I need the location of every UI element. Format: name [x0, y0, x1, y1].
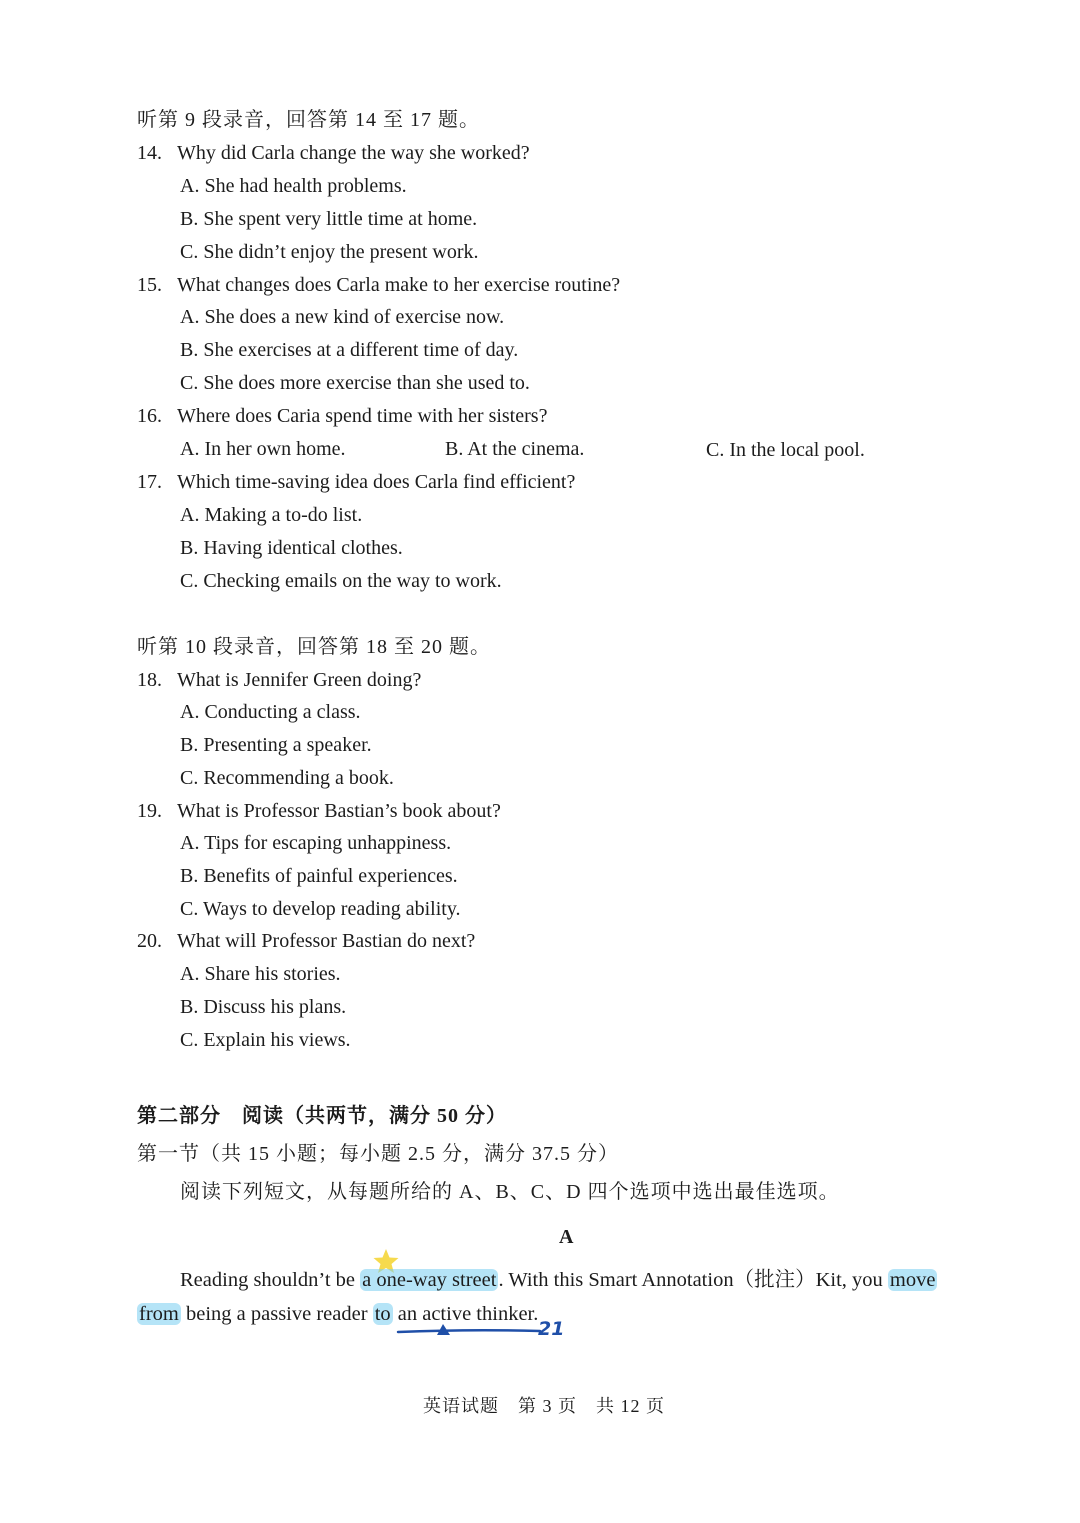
highlight: to: [374, 1303, 391, 1325]
option: B. Having identical clothes.: [180, 537, 403, 559]
question-17: [137, 468, 575, 496]
question-text: What will Professor Bastian do next?: [177, 930, 476, 952]
option: A. She had health problems.: [180, 175, 407, 197]
question-19: [137, 797, 501, 825]
option: A. Conducting a class.: [180, 701, 361, 723]
section-heading-10: 听第 10 段录音，回答第 18 至 20 题。: [137, 636, 491, 658]
passage-text: . With this Smart Annotation（批注）Kit, you: [498, 1269, 888, 1291]
page-footer: 英语试题 第 3 页 共 12 页: [423, 1396, 665, 1416]
option: B. She spent very little time at home.: [180, 208, 478, 230]
option: C. She does more exercise than she used to.: [180, 372, 530, 394]
highlight: move: [889, 1269, 936, 1291]
passage-line-1: [180, 1263, 937, 1297]
question-number: 14.: [137, 142, 162, 164]
option: A. She does a new kind of exercise now.: [180, 306, 505, 328]
question-text: What is Jennifer Green doing?: [177, 669, 422, 691]
question-text: What changes does Carla make to her exercise routine?: [177, 274, 621, 296]
option: A. Making a to-do list.: [180, 504, 363, 526]
passage-text: an active thinker.: [392, 1303, 539, 1325]
question-16: [137, 402, 547, 430]
option: B. Benefits of painful experiences.: [180, 865, 458, 887]
question-number: 20.: [137, 930, 162, 952]
option: B. Presenting a speaker.: [180, 734, 372, 756]
question-text: Where does Caria spend time with her sisters?: [177, 405, 548, 427]
option: C. In the local pool.: [706, 439, 865, 461]
option: C. She didn’t enjoy the present work.: [180, 241, 479, 263]
passage-label: A: [559, 1226, 574, 1248]
question-number: 18.: [137, 669, 162, 691]
section-title: 第一节（共 15 小题；每小题 2.5 分，满分 37.5 分）: [137, 1143, 619, 1165]
underline-annotation: [395, 1322, 545, 1342]
question-number: 15.: [137, 274, 162, 296]
option: B. At the cinema.: [445, 438, 585, 460]
option: C. Explain his views.: [180, 1029, 351, 1051]
annotation-number: 21: [538, 1318, 565, 1340]
highlight: a one-way street: [362, 1269, 497, 1291]
option: B. Discuss his plans.: [180, 996, 347, 1018]
question-text: What is Professor Bastian’s book about?: [177, 800, 501, 822]
option: C. Checking emails on the way to work.: [180, 570, 502, 592]
question-number: 17.: [137, 471, 162, 493]
question-18: [137, 666, 421, 694]
option: C. Recommending a book.: [180, 767, 394, 789]
part-title: 第二部分 阅读（共两节，满分 50 分）: [137, 1105, 507, 1127]
question-20: [137, 927, 475, 955]
option: B. She exercises at a different time of day.: [180, 339, 519, 361]
highlight: from: [139, 1303, 179, 1325]
question-15: [137, 271, 620, 299]
question-text: Why did Carla change the way she worked?: [177, 142, 530, 164]
passage-text: Reading shouldn’t be: [180, 1269, 361, 1291]
passage-text: being a passive reader: [180, 1303, 373, 1325]
instruction: 阅读下列短文，从每题所给的 A、B、C、D 四个选项中选出最佳选项。: [180, 1181, 840, 1203]
question-14: [137, 139, 530, 167]
option: A. Tips for escaping unhappiness.: [180, 832, 452, 854]
option: C. Ways to develop reading ability.: [180, 898, 461, 920]
question-text: Which time-saving idea does Carla find efficient?: [177, 471, 576, 493]
question-number: 19.: [137, 800, 162, 822]
option: A. In her own home.: [180, 438, 346, 460]
section-heading-9: 听第 9 段录音，回答第 14 至 17 题。: [137, 109, 480, 131]
question-number: 16.: [137, 405, 162, 427]
option: A. Share his stories.: [180, 963, 341, 985]
